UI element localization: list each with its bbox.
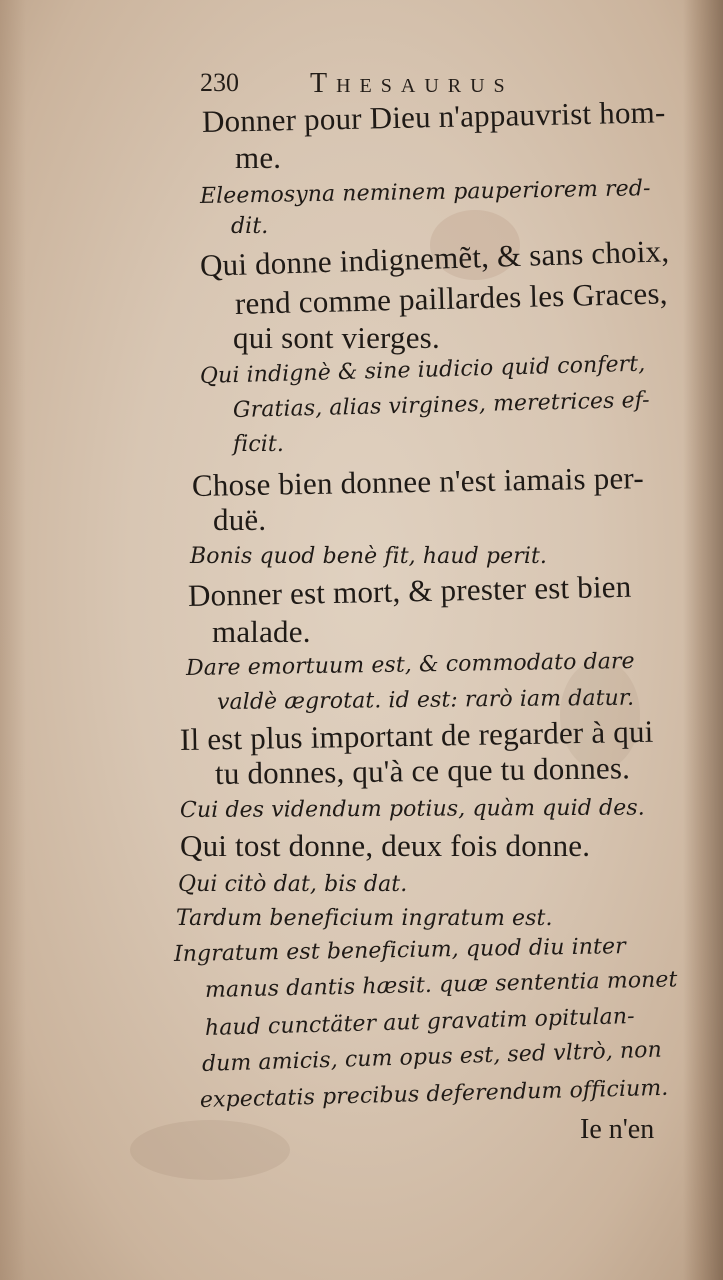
text-line-french: qui sont vierges. [233,320,440,355]
page-number: 230 [200,68,239,97]
text-line-latin: Qui citò dat, bis dat. [178,872,408,897]
text-line-french: Donner pour Dieu n'appauvrist hom- [201,94,666,139]
text-line-latin: Dare emortuum est, & commodato dare [185,648,635,681]
text-line-french: rend comme paillardes les Graces, [234,275,668,321]
text-line-latin: ficit. [233,432,284,457]
text-line-french: Il est plus important de regarder à qui [179,713,654,757]
text-line-latin: Eleemosyna neminem pauperiorem red- [199,176,651,209]
text-line-french: Qui donne indignemẽt, & sans choix, [199,233,670,283]
text-line-latin: dum amicis, cum opus est, sed vltrò, non [201,1037,663,1077]
text-line-french: Donner est mort, & prester est bien [187,568,632,613]
text-line-french: malade. [212,614,311,649]
text-line-latin: Gratias, alias virgines, meretrices ef- [232,387,650,423]
text-line-latin: Qui indignè & sine iudicio quid confert, [199,351,646,389]
text-line-latin: Ingratum est beneficium, quod diu inter [173,934,626,967]
text-line-french: tu donnes, qu'à ce que tu donnes. [214,750,631,791]
text-line-latin: manus dantis hæsit. quæ sententia monet [204,967,678,1003]
text-line-latin: Cui des videndum potius, quàm quid des. [179,795,645,823]
text-line-latin: haud cunctäter aut gravatim opitulan- [204,1004,635,1041]
text-line-latin: valdè ægrotat. id est: rarò iam datur. [216,685,635,715]
page-gutter-shadow [683,0,723,1280]
text-line-latin: dit. [231,214,269,239]
text-line-french: me. [235,140,282,175]
text-line-french: Chose bien donnee n'est iamais per- [191,460,645,503]
text-line-latin: expectatis precibus deferendum officium. [199,1075,669,1113]
running-title: Thesaurus [310,68,514,99]
text-line-latin: Bonis quod benè fit, haud perit. [190,544,547,569]
paper-stain [130,1120,290,1180]
catchword: Ie n'en [580,1114,655,1145]
page-left-shadow [0,0,26,1280]
text-line-french: Qui tost donne, deux fois donne. [180,828,591,863]
text-line-latin: Tardum beneficium ingratum est. [176,906,553,931]
text-line-french: duë. [213,502,267,537]
